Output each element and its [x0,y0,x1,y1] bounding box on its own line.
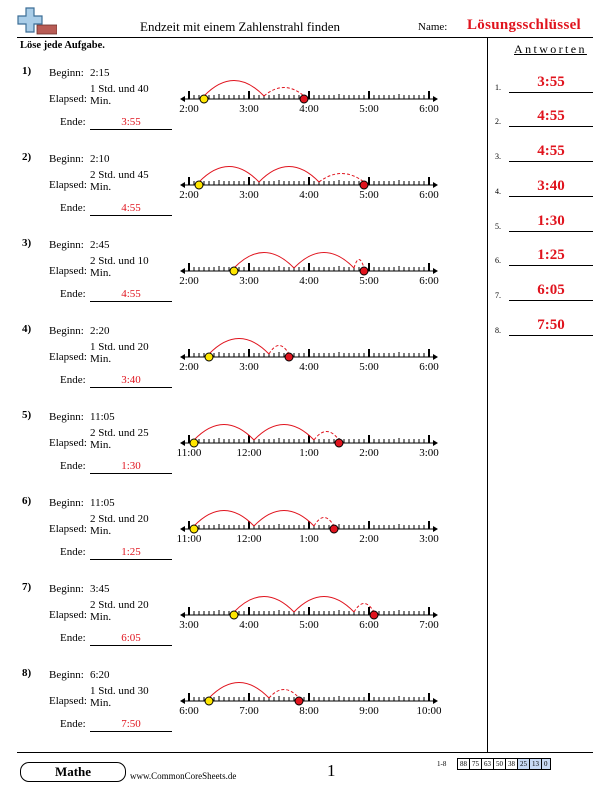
begin-label: Beginn: [49,239,84,251]
hour-label: 5:00 [299,619,319,631]
hour-label: 1:00 [299,447,319,459]
footer-divider [17,752,593,753]
score-cell: 25 [517,758,530,770]
answers-column-divider [487,38,488,752]
answer-6 [490,245,600,269]
elapsed-time: 1 Std. und 40 Min. [90,83,149,107]
elapsed-time: 2 Std. und 45 Min. [90,169,149,193]
hour-label: 12:00 [236,447,262,459]
end-answer-line [90,301,172,302]
problem-8 [0,667,486,751]
hour-label: 2:00 [179,275,199,287]
score-cell: 0 [541,758,551,770]
answer-value: 6:05 [537,282,565,298]
hour-label: 6:00 [419,103,439,115]
end-point [335,439,343,447]
number-line [170,323,450,383]
hour-label: 3:00 [239,103,259,115]
end-answer-line [90,645,172,646]
hour-label: 11:00 [176,533,202,545]
elapsed-time: 2 Std. und 10 Min. [90,255,149,279]
end-point [330,525,338,533]
hour-jump-arc [194,425,254,441]
elapsed-time: 1 Std. und 30 Min. [90,685,149,709]
start-point [200,95,208,103]
start-point [205,353,213,361]
hour-label: 6:00 [419,189,439,201]
elapsed-label: Elapsed: [49,695,87,707]
answer-number: 3. [495,152,501,161]
axis-arrow-left-icon [180,354,185,360]
axis-arrow-left-icon [180,698,185,704]
end-time-answer: 7:50 [121,718,141,730]
problem-number: 4) [22,323,32,335]
problem-4 [0,323,486,407]
problem-number: 1) [22,65,32,77]
axis-arrow-left-icon [180,526,185,532]
worksheet-title: Endzeit mit einem Zahlenstrahl finden [140,19,340,34]
minute-jump-arc [264,88,304,97]
header-divider [17,37,593,38]
hour-jump-arc [209,683,269,699]
logo-plus-icon [17,6,57,40]
axis-arrow-left-icon [180,440,185,446]
hour-label: 6:00 [179,705,199,717]
problem-5 [0,409,486,493]
elapsed-time: 1 Std. und 20 Min. [90,341,149,365]
axis-arrow-right-icon [433,268,438,274]
end-answer-line [90,559,172,560]
number-line [170,581,450,641]
end-label: Ende: [60,288,86,300]
answers-heading: Antworten [514,42,587,56]
answer-value: 1:30 [537,213,565,229]
answer-number: 5. [495,222,501,231]
score-cell: 50 [493,758,506,770]
problem-7 [0,581,486,665]
elapsed-label: Elapsed: [49,437,87,449]
answer-value: 7:50 [537,317,565,333]
end-point [360,267,368,275]
name-label: Name: [418,21,448,33]
axis-arrow-right-icon [433,612,438,618]
elapsed-label: Elapsed: [49,609,87,621]
answer-number: 4. [495,187,501,196]
hour-label: 7:00 [239,705,259,717]
end-label: Ende: [60,202,86,214]
axis-arrow-right-icon [433,354,438,360]
minute-jump-arc [314,432,339,441]
minute-jump-arc [354,604,374,613]
hour-label: 6:00 [419,275,439,287]
answer-value: 4:55 [537,143,565,159]
begin-label: Beginn: [49,67,84,79]
end-answer-line [90,387,172,388]
hour-jump-arc [294,597,354,613]
axis-arrow-right-icon [433,698,438,704]
elapsed-label: Elapsed: [49,523,87,535]
answer-line [509,335,593,336]
answer-line [509,231,593,232]
end-time-answer: 4:55 [121,202,141,214]
end-answer-line [90,215,172,216]
score-cell: 38 [505,758,518,770]
start-point [190,525,198,533]
answer-number: 6. [495,256,501,265]
minute-jump-arc [314,518,334,527]
axis-arrow-right-icon [433,96,438,102]
hour-label: 12:00 [236,533,262,545]
begin-time: 2:10 [90,153,110,165]
elapsed-label: Elapsed: [49,351,87,363]
answer-line [509,300,593,301]
hour-label: 5:00 [359,189,379,201]
end-point [300,95,308,103]
problem-number: 6) [22,495,32,507]
end-point [360,181,368,189]
axis-arrow-right-icon [433,526,438,532]
answer-4 [490,176,600,200]
axis-arrow-right-icon [433,440,438,446]
hour-label: 6:00 [359,619,379,631]
hour-label: 6:00 [419,361,439,373]
hour-jump-arc [254,511,314,527]
start-point [195,181,203,189]
hour-label: 4:00 [299,189,319,201]
score-table [458,758,551,770]
score-cell: 88 [457,758,470,770]
start-point [190,439,198,447]
elapsed-label: Elapsed: [49,93,87,105]
number-line [170,495,450,555]
score-cell: 75 [469,758,482,770]
end-label: Ende: [60,718,86,730]
hour-label: 2:00 [179,189,199,201]
end-label: Ende: [60,116,86,128]
hour-label: 2:00 [179,361,199,373]
hour-label: 8:00 [299,705,319,717]
begin-label: Beginn: [49,411,84,423]
end-point [285,353,293,361]
hour-label: 10:00 [416,705,442,717]
hour-label: 4:00 [299,361,319,373]
begin-label: Beginn: [49,669,84,681]
hour-label: 7:00 [419,619,439,631]
answer-value: 1:25 [537,247,565,263]
begin-time: 2:20 [90,325,110,337]
hour-label: 3:00 [419,533,439,545]
begin-time: 2:15 [90,67,110,79]
end-time-answer: 3:55 [121,116,141,128]
begin-label: Beginn: [49,325,84,337]
answer-1 [490,72,600,96]
end-point [370,611,378,619]
hour-label: 3:00 [419,447,439,459]
hour-jump-arc [294,253,354,269]
answer-line [509,92,593,93]
answer-line [509,196,593,197]
answer-value: 4:55 [537,108,565,124]
hour-jump-arc [234,597,294,613]
number-line [170,409,450,469]
start-point [230,267,238,275]
number-line [170,151,450,211]
answer-line [509,265,593,266]
answer-line [509,161,593,162]
axis-arrow-left-icon [180,182,185,188]
hour-label: 5:00 [359,103,379,115]
answer-8 [490,315,600,339]
answer-5 [490,211,600,235]
begin-label: Beginn: [49,583,84,595]
subject-badge: Mathe [20,762,126,782]
elapsed-time: 2 Std. und 25 Min. [90,427,149,451]
minute-jump-arc [269,690,299,699]
hour-jump-arc [254,425,314,441]
answer-line [509,126,593,127]
hour-label: 3:00 [239,275,259,287]
start-point [230,611,238,619]
begin-time: 11:05 [90,497,115,509]
elapsed-time: 2 Std. und 20 Min. [90,599,149,623]
hour-label: 3:00 [239,361,259,373]
hour-label: 3:00 [179,619,199,631]
answer-7 [490,280,600,304]
hour-label: 2:00 [359,447,379,459]
axis-arrow-right-icon [433,182,438,188]
hour-label: 5:00 [359,361,379,373]
score-cell: 13 [529,758,542,770]
end-label: Ende: [60,374,86,386]
answer-value: 3:55 [537,74,565,90]
begin-time: 3:45 [90,583,110,595]
end-answer-line [90,129,172,130]
number-line [170,65,450,125]
problem-number: 5) [22,409,32,421]
problem-number: 8) [22,667,32,679]
end-time-answer: 1:30 [121,460,141,472]
axis-arrow-left-icon [180,612,185,618]
hour-label: 2:00 [179,103,199,115]
hour-jump-arc [234,253,294,269]
end-time-answer: 4:55 [121,288,141,300]
answer-number: 2. [495,117,501,126]
answer-value: 3:40 [537,178,565,194]
end-time-answer: 6:05 [121,632,141,644]
hour-label: 11:00 [176,447,202,459]
minute-jump-arc [319,174,364,183]
elapsed-label: Elapsed: [49,179,87,191]
answer-number: 7. [495,291,501,300]
end-answer-line [90,473,172,474]
end-answer-line [90,731,172,732]
hour-jump-arc [194,511,254,527]
problem-number: 3) [22,237,32,249]
hour-label: 3:00 [239,189,259,201]
elapsed-label: Elapsed: [49,265,87,277]
answer-number: 8. [495,326,501,335]
axis-arrow-left-icon [180,268,185,274]
number-line [170,237,450,297]
begin-label: Beginn: [49,153,84,165]
website-link[interactable]: www.CommonCoreSheets.de [130,771,237,781]
problem-6 [0,495,486,579]
answer-number: 1. [495,83,501,92]
score-range-label: 1-8 [437,760,447,768]
hour-label: 9:00 [359,705,379,717]
end-time-answer: 1:25 [121,546,141,558]
begin-time: 11:05 [90,411,115,423]
end-label: Ende: [60,546,86,558]
begin-time: 6:20 [90,669,110,681]
hour-label: 5:00 [359,275,379,287]
problem-2 [0,151,486,235]
problem-number: 2) [22,151,32,163]
page-number: 1 [327,761,336,780]
start-point [205,697,213,705]
hour-label: 4:00 [299,103,319,115]
end-point [295,697,303,705]
elapsed-time: 2 Std. und 20 Min. [90,513,149,537]
hour-label: 4:00 [299,275,319,287]
axis-arrow-left-icon [180,96,185,102]
hour-jump-arc [209,339,269,355]
end-label: Ende: [60,460,86,472]
number-line [170,667,450,727]
answer-3 [490,141,600,165]
minute-jump-arc [354,260,364,269]
begin-time: 2:45 [90,239,110,251]
instructions: Löse jede Aufgabe. [20,40,105,51]
score-cell: 63 [481,758,494,770]
begin-label: Beginn: [49,497,84,509]
end-time-answer: 3:40 [121,374,141,386]
hour-jump-arc [204,81,264,97]
hour-label: 1:00 [299,533,319,545]
hour-label: 2:00 [359,533,379,545]
answer-key-title: Lösungsschlüssel [467,17,582,33]
problem-1 [0,65,486,149]
answer-2 [490,106,600,130]
problem-3 [0,237,486,321]
hour-label: 4:00 [239,619,259,631]
problem-number: 7) [22,581,32,593]
end-label: Ende: [60,632,86,644]
